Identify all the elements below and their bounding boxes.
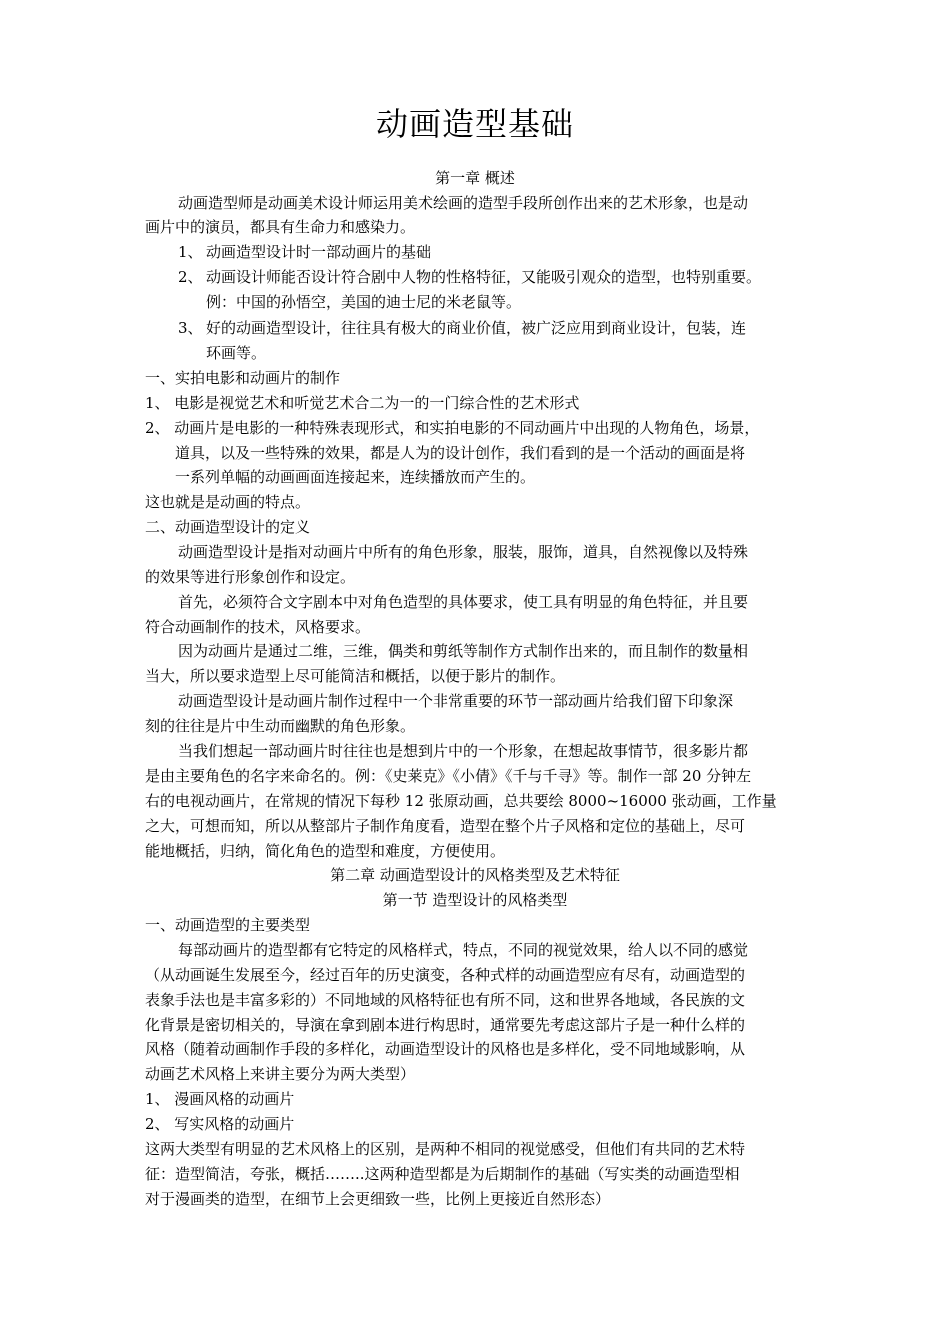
list-number: 1、 (178, 243, 203, 261)
paragraph-line: 当大，所以要求造型上尽可能简洁和概括，以便于影片的制作。 (145, 667, 566, 685)
paragraph-line: 之大，可想而知，所以从整部片子制作角度看，造型在整个片子风格和定位的基础上，尽可 (145, 817, 746, 835)
paragraph-line: 动画造型设计是动画片制作过程中一个非常重要的环节一部动画片给我们留下印象深 (178, 692, 734, 710)
paragraph-line: （从动画诞生发展至今，经过百年的历史演变，各种式样的动画造型应有尽有，动画造型的 (145, 966, 746, 984)
section-heading: 二、动画造型设计的定义 (145, 518, 311, 536)
list-item-text: 环画等。 (206, 344, 267, 362)
paragraph-line: 当我们想起一部动画片时往往也是想到片中的一个形象，在想起故事情节，很多影片都 (178, 742, 749, 760)
section-heading: 一、实拍电影和动画片的制作 (145, 369, 341, 387)
list-item-text: 例：中国的孙悟空，美国的迪士尼的米老鼠等。 (206, 293, 522, 311)
chapter-2-heading: 第二章 动画造型设计的风格类型及艺术特征 (330, 866, 620, 884)
paragraph-line: 符合动画制作的技术，风格要求。 (145, 618, 371, 636)
paragraph-line: 这两大类型有明显的艺术风格上的区别，是两种不相同的视觉感受，但他们有共同的艺术特 (145, 1140, 746, 1158)
paragraph-line: 动画艺术风格上来讲主要分为两大类型） (145, 1065, 416, 1083)
paragraph-line: 征：造型简洁，夸张，概括……..这两种造型都是为后期制作的基础（写实类的动画造型相 (145, 1165, 740, 1183)
paragraph-line: 对于漫画类的造型，在细节上会更细致一些，比例上更接近自然形态） (145, 1190, 611, 1208)
numbered-line: 2、 动画片是电影的一种特殊表现形式，和实拍电影的不同动画片中出现的人物角色，场景， (145, 419, 760, 437)
list-number: 2、 (178, 268, 203, 286)
paragraph-line: 因为动画片是通过二维，三维，偶类和剪纸等制作方式制作出来的，而且制作的数量相 (178, 642, 749, 660)
paragraph-line: 刻的往往是片中生动而幽默的角色形象。 (145, 717, 416, 735)
paragraph-line: 的效果等进行形象创作和设定。 (145, 568, 356, 586)
chapter-1-heading: 第一章 概述 (435, 169, 515, 187)
paragraph-line: 首先，必须符合文字剧本中对角色造型的具体要求，使工具有明显的角色特征，并且要 (178, 593, 749, 611)
paragraph-line: 动画造型设计是指对动画片中所有的角色形象，服装，服饰，道具，自然视像以及特殊 (178, 543, 749, 561)
document-title: 动画造型基础 (375, 105, 574, 143)
paragraph-line: 化背景是密切相关的，导演在拿到剧本进行构思时，通常要先考虑这部片子是一种什么样的 (145, 1016, 746, 1034)
section-heading: 一、动画造型的主要类型 (145, 916, 311, 934)
paragraph-line: 能地概括，归纳，简化角色的造型和难度，方便使用。 (145, 842, 506, 860)
section-title: 第一节 造型设计的风格类型 (382, 891, 568, 909)
paragraph-line: 是由主要角色的名字来命名的。例：《史莱克》《小倩》《千与千寻》等。制作一部 20 分钟左 (145, 767, 752, 785)
numbered-line: 2、 写实风格的动画片 (145, 1115, 295, 1133)
paragraph-line: 表象手法也是丰富多彩的）不同地域的风格特征也有所不同，这和世界各地域，各民族的文 (145, 991, 746, 1009)
numbered-line: 1、 电影是视觉艺术和听觉艺术合二为一的一门综合性的艺术形式 (145, 394, 580, 412)
intro-line: 画片中的演员，都具有生命力和感染力。 (145, 218, 416, 236)
paragraph-line: 右的电视动画片，在常规的情况下每秒 12 张原动画，总共要绘 8000~16000 张动画，工作量 (145, 792, 777, 810)
list-number: 3、 (178, 319, 203, 337)
paragraph-line: 这也就是是动画的特点。 (145, 493, 311, 511)
list-item-text: 好的动画造型设计，往往具有极大的商业价值，被广泛应用到商业设计，包装，连 (206, 319, 747, 337)
list-item-text: 动画设计师能否设计符合剧中人物的性格特征，又能吸引观众的造型，也特别重要。 (206, 268, 762, 286)
paragraph-line: 风格（随着动画制作手段的多样化，动画造型设计的风格也是多样化，受不同地域影响，从 (145, 1040, 746, 1058)
numbered-line: 1、 漫画风格的动画片 (145, 1090, 295, 1108)
list-item-text: 动画造型设计时一部动画片的基础 (206, 243, 432, 261)
intro-line: 动画造型师是动画美术设计师运用美术绘画的造型手段所创作出来的艺术形象，也是动 (178, 194, 749, 212)
numbered-line: 道具，以及一些特殊的效果，都是人为的设计创作，我们看到的是一个活动的画面是将 (175, 444, 746, 462)
numbered-line: 一系列单幅的动画画面连接起来，连续播放而产生的。 (175, 468, 536, 486)
paragraph-line: 每部动画片的造型都有它特定的风格样式，特点，不同的视觉效果，给人以不同的感觉 (178, 941, 749, 959)
